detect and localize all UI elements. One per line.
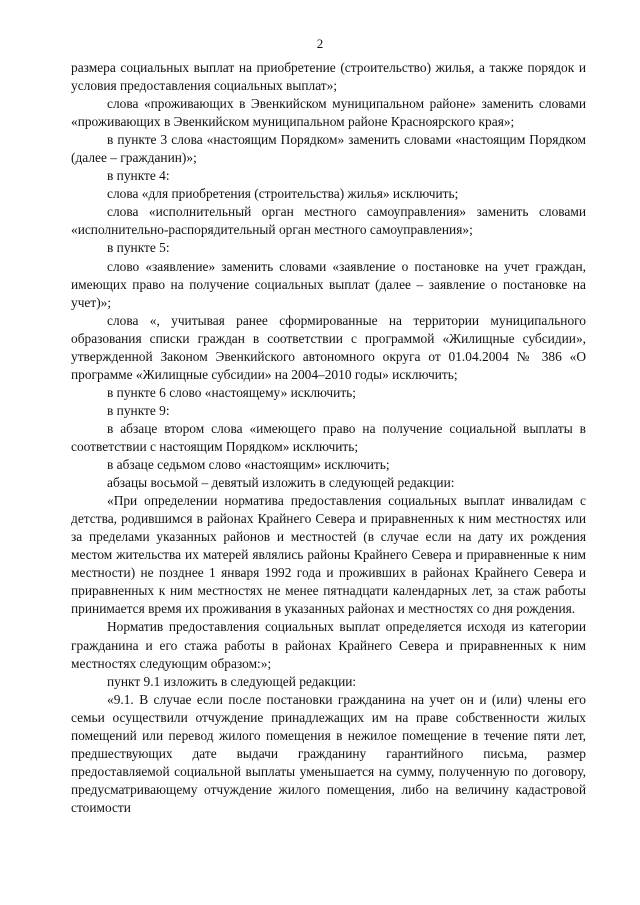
paragraph: размера социальных выплат на приобретение (строительство) жилья, а также порядок и условия предоставления социальных выплат»; — [71, 60, 586, 94]
paragraph: Норматив предоставления социальных выплат определяется исходя из категории гражданина и его стажа работы в районах Крайнего Севера и приравненных к ним местностях следующим образом:»; — [71, 619, 586, 671]
paragraph: в пункте 6 слово «настоящему» исключить; — [107, 384, 357, 400]
paragraph: в пункте 4: — [107, 168, 170, 184]
paragraph: «9.1. В случае если после постановки гражданина на учет он и (или) члены его семьи осуществили отчуждение принадлежащих им на праве собственности жилых помещений или перевод жилого помещения в нежилое помещение в течение пяти лет, предшествующих дате выдачи гражданину гарантийного письма, размер предоставляемой социальной выплаты уменьшается на сумму, полученную по договору, предусматривающему отчуждение жилого помещения, либо на величину кадастровой стоимости — [71, 691, 586, 815]
paragraph: в пункте 9: — [107, 402, 170, 418]
paragraph: слова «, учитывая ранее сформированные на территории муниципального образования списки граждан в соответствии с программой «Жилищные субсидии», утвержденной Законом Эвенкийского автономного округа от 01.04.2004 № 386 «О программе «Жилищные субсидии» на 2004–2010 годы» исключить; — [71, 312, 586, 382]
paragraph: в абзаце втором слова «имеющего право на получение социальной выплаты в соответствии с настоящим Порядком» исключить; — [71, 420, 586, 454]
document-body — [71, 59, 586, 817]
paragraph: в пункте 5: — [107, 240, 170, 256]
paragraph: пункт 9.1 изложить в следующей редакции: — [107, 673, 357, 689]
paragraph: слова «для приобретения (строительства) жилья» исключить; — [107, 186, 459, 202]
paragraph: слова «проживающих в Эвенкийском муниципальном районе» заменить словами «проживающих в Эвенкийском муниципальном районе Красноярского края»; — [71, 96, 586, 130]
page-number: 2 — [316, 36, 324, 51]
paragraph: слово «заявление» заменить словами «заявление о постановке на учет граждан, имеющих право на получение социальных выплат (далее – заявление о постановке на учет)»; — [71, 258, 586, 310]
paragraph: «При определении норматива предоставления социальных выплат инвалидам с детства, родившимся в районах Крайнего Севера и приравненных к ним местностях или за пределами указанных районов и местностей (в случае если на дату их рождения местом жительства их матерей являлись районы Крайнего Севера и приравненные к ним местности) не позднее 1 января 1992 года и проживших в районах Крайнего Севера и приравненных к ним местностях не менее пятнадцати календарных лет, за стаж работы принимается время их проживания в указанных районах и местностях со дня рождения. — [71, 493, 586, 617]
paragraph: в абзаце седьмом слово «настоящим» исключить; — [107, 457, 390, 473]
paragraph: в пункте 3 слова «настоящим Порядком» заменить словами «настоящим Порядком (далее – гражданин)»; — [71, 132, 586, 166]
paragraph: слова «исполнительный орган местного самоуправления» заменить словами «исполнительно-распорядительный орган местного самоуправления»; — [71, 204, 586, 238]
paragraph: абзацы восьмой – девятый изложить в следующей редакции: — [107, 475, 455, 491]
